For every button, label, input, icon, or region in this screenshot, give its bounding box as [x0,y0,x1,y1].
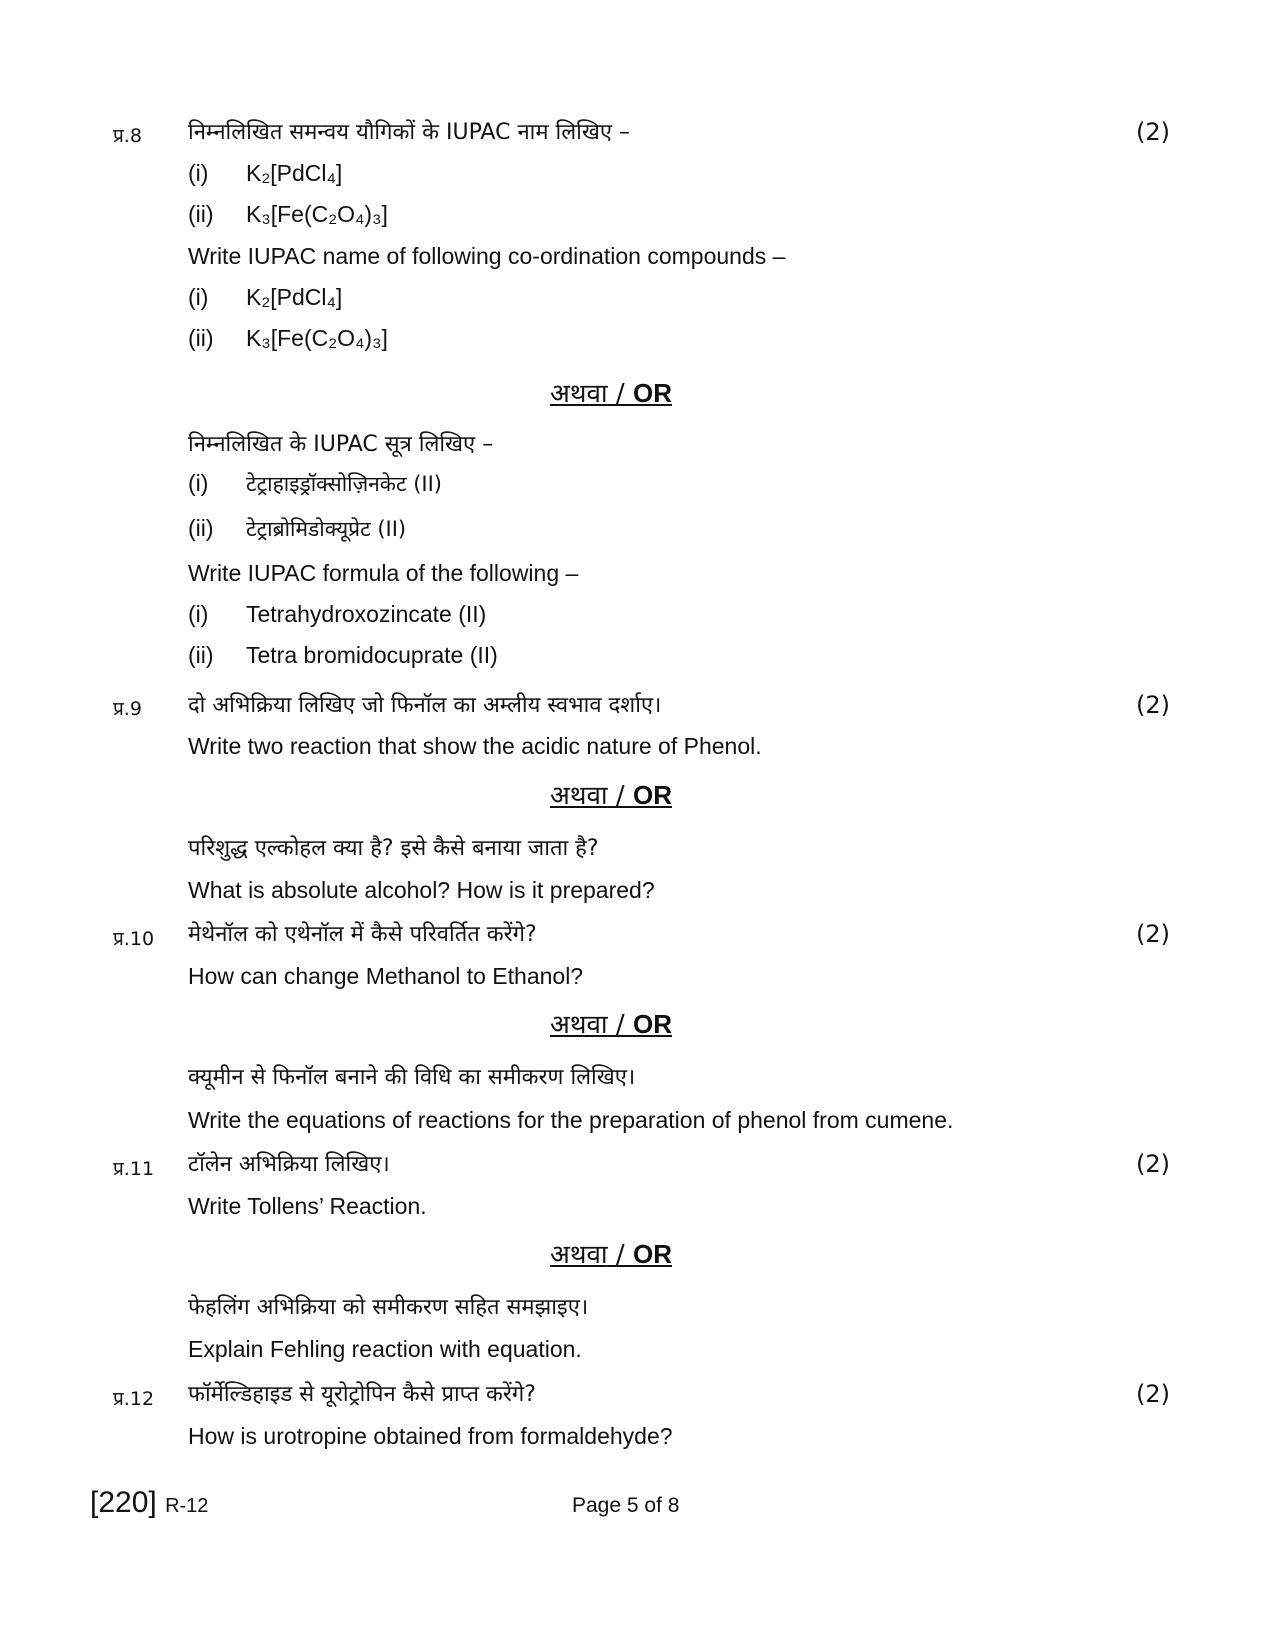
question-number: प्र.10 [113,928,155,950]
question-marks: (2) [1136,1380,1170,1408]
sub-item [188,470,888,500]
alt-question-hindi: क्यूमीन से फिनॉल बनाने की विधि का समीकरण लिखिए। [188,1065,636,1090]
question-text-hindi: दो अभिक्रिया लिखिए जो फिनॉल का अम्लीय स्वभाव दर्शाए। [188,693,662,718]
sub-item [188,601,888,631]
sub-item [188,160,888,190]
sub-item [188,325,888,355]
sub-item-numeral: (ii) [188,201,214,227]
or-english: OR [632,378,672,408]
or-english: OR [632,780,672,810]
alt-question-english: Explain Fehling reaction with equation. [188,1336,582,1362]
question-text-english: How is urotropine obtained from formaldehyde? [188,1423,673,1449]
alt-question-english: Write the equations of reactions for the preparation of phenol from cumene. [188,1107,954,1133]
sub-item-text: टेट्राहाइड्रॉक्सोज़िनकेट (II) [246,472,442,496]
or-divider [550,374,672,410]
question-text-hindi: टॉलेन अभिक्रिया लिखिए। [188,1152,390,1177]
sub-item [188,515,888,545]
or-hindi: अथवा [550,1010,608,1040]
sub-item-numeral: (i) [188,284,209,310]
alt-question-english: What is absolute alcohol? How is it prepared? [188,877,655,903]
question-text-hindi: निम्नलिखित समन्वय यौगिकों के IUPAC नाम लिखिए – [188,120,630,145]
sub-item-text: Tetrahydroxozincate (II) [246,601,487,627]
alt-question-hindi: फेहलिंग अभिक्रिया को समीकरण सहित समझाइए। [188,1295,589,1320]
sub-item-numeral: (i) [188,601,209,627]
sub-item [188,284,888,314]
or-english: OR [632,1009,672,1039]
sub-item-text: टेट्राब्रोमिडोक्यूप्रेट (II) [246,517,407,541]
question-number: प्र.9 [113,698,142,720]
or-english: OR [632,1239,672,1269]
paper-code-number: [220] [90,1486,157,1519]
alt-question-hindi: परिशुद्ध एल्कोहल क्या है? इसे कैसे बनाया जाता है? [188,836,599,861]
sub-item-numeral: (ii) [188,325,214,351]
sub-item [188,642,888,672]
question-number: प्र.8 [113,125,142,147]
sub-item-numeral: (i) [188,470,209,496]
alt-question-hindi: निम्नलिखित के IUPAC सूत्र लिखिए – [188,432,494,457]
or-separator: / [607,379,633,409]
question-marks: (2) [1136,118,1170,146]
question-number: प्र.11 [113,1158,155,1180]
sub-item-text: Tetra bromidocuprate (II) [246,642,498,668]
question-text-hindi: फॉर्मेल्डिहाइड से यूरोट्रोपिन कैसे प्राप्त करेंगे? [188,1382,536,1407]
sub-item-numeral: (ii) [188,515,214,541]
or-divider [550,1235,672,1271]
or-divider [550,776,672,812]
sub-item [188,201,888,231]
sub-item-text: K₂[PdCl₄] [246,284,343,310]
sub-item-text: K₂[PdCl₄] [246,160,343,186]
question-number: प्र.12 [113,1388,155,1410]
question-text-english: Write two reaction that show the acidic nature of Phenol. [188,733,762,759]
or-separator: / [607,1240,633,1270]
or-hindi: अथवा [550,1240,608,1270]
alt-question-english: Write IUPAC formula of the following – [188,560,579,586]
sub-item-text: K₃[Fe(C₂O₄)₃] [246,325,388,351]
or-hindi: अथवा [550,379,608,409]
page-number: Page 5 of 8 [572,1494,680,1517]
or-separator: / [607,781,633,811]
sub-item-numeral: (i) [188,160,209,186]
question-text-english: Write Tollens’ Reaction. [188,1193,427,1219]
paper-series: R-12 [165,1495,209,1517]
question-text-english: Write IUPAC name of following co-ordination compounds – [188,243,786,269]
question-marks: (2) [1136,691,1170,719]
sub-item-text: K₃[Fe(C₂O₄)₃] [246,201,388,227]
or-divider [550,1005,672,1041]
question-text-hindi: मेथेनॉल को एथेनॉल में कैसे परिवर्तित करेंगे? [188,922,537,947]
question-marks: (2) [1136,1150,1170,1178]
question-text-english: How can change Methanol to Ethanol? [188,963,584,989]
or-hindi: अथवा [550,781,608,811]
sub-item-numeral: (ii) [188,642,214,668]
question-marks: (2) [1136,920,1170,948]
or-separator: / [607,1010,633,1040]
paper-code [90,1486,208,1520]
